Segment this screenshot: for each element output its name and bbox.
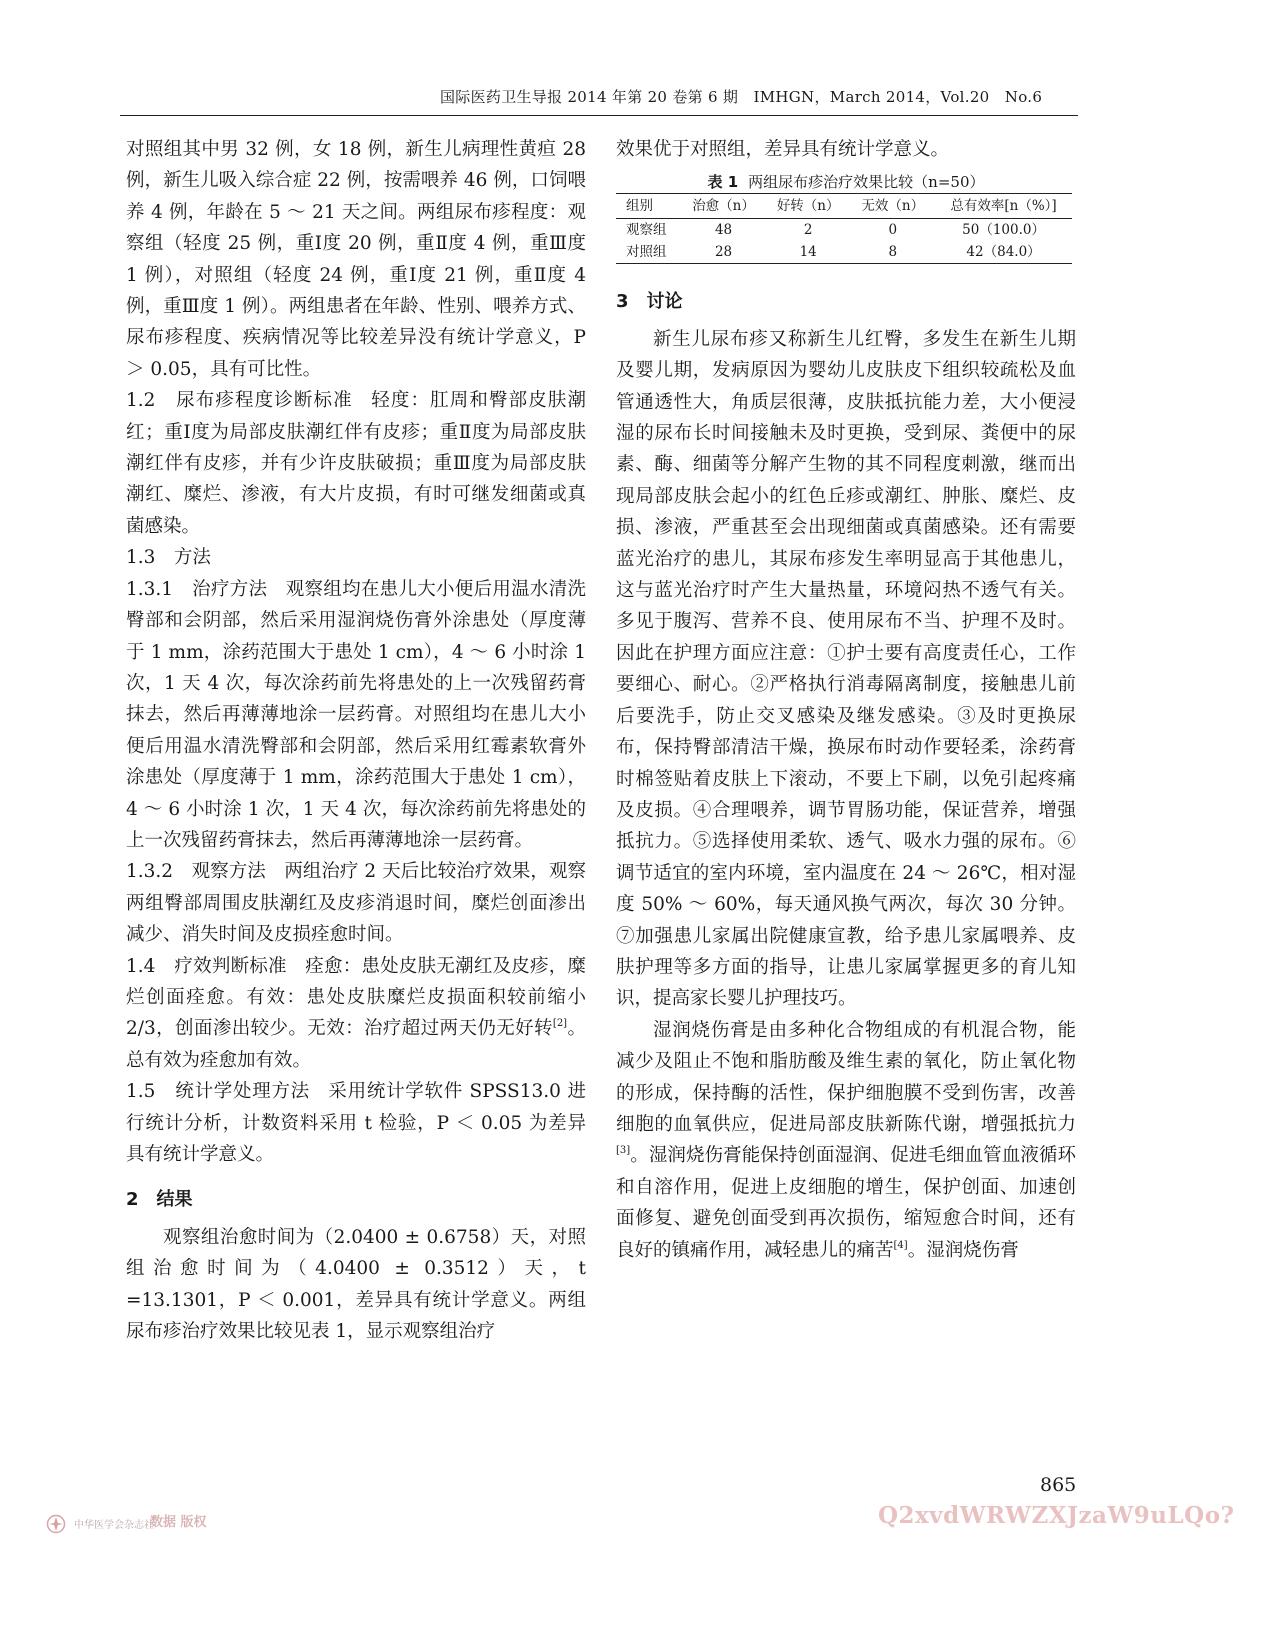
table-cell: 2 [803, 222, 813, 239]
section-1-4-body: 痊愈：患处皮肤无潮红及皮疹，糜烂创面痊愈。有效：患处皮肤糜烂皮损面积较前缩小 2/3，创面渗出较少。无效：治疗超过两天仍无好转 [126, 955, 586, 1040]
section-1-3-1-body: 观察组均在患儿大小便后用温水清洗臀部和会阴部，然后采用湿润烧伤膏外涂患处（厚度薄于 1 mm，涂药范围大于患处 1 cm），4 ～ 6 小时涂 1 次，1 天 4 次，每次涂药前先将患处的上一次残留药膏抹去，然后再薄薄地涂一层药膏。对照组均在患儿大小便后用温水清洗臀部和会阴部，然后采用红霉素软膏外涂患处（厚度薄于 1 mm，涂药范围大于患处 1 cm），4 ～ 6 小时涂 1 次，1 天 4 次，每次涂药前先将患处的上一次残留药膏抹去，然后再薄薄地涂一层药膏。 [126, 578, 586, 851]
table-title: 两组尿布疹治疗效果比较（n=50） [748, 173, 985, 192]
section-1-3-2-title: 1.3.2 观察方法 [126, 861, 266, 883]
section-1-2-title: 1.2 尿布疹程度诊断标准 [126, 390, 353, 412]
section-1-2-body: 轻度：肛周和臀部皮肤潮红；重Ⅰ度为局部皮肤潮红伴有皮疹；重Ⅱ度为局部皮肤潮红伴有皮疹，并有少许皮肤破损；重Ⅲ度为局部皮肤潮红、糜烂、渗液，有大片皮损，有时可继发细菌或真菌感染。 [126, 390, 586, 537]
section-1-3-title: 1.3 方法 [126, 547, 211, 569]
discussion-2-part-c: 。湿润烧伤膏 [907, 1239, 1019, 1261]
section-3-heading: 3 讨论 [616, 291, 683, 313]
table-header-cell: 无效（n） [850, 194, 935, 219]
section-1-3-2 [126, 856, 586, 950]
table-cell: 42（84.0） [966, 244, 1041, 261]
results-paragraph: 观察组治愈时间为（2.0400 ± 0.6758）天，对照组治愈时间为（4.0400 ± 0.3512）天，t =13.1301，P ＜ 0.001，差异具有统计学意义。两组尿布疹治疗效果比较见表 1，显示观察组治疗 [126, 1226, 586, 1343]
section-2-heading: 2 结果 [126, 1189, 193, 1211]
discussion-paragraph-2 [616, 1015, 1076, 1266]
table-label: 表 1 [707, 173, 739, 192]
table-cell: 28 [714, 244, 733, 261]
table-cell: 14 [799, 244, 817, 261]
table-row [616, 241, 1072, 264]
discussion-paragraph-1: 新生儿尿布疹又称新生儿红臀，多发生在新生儿期及婴儿期，发病原因为婴幼儿皮肤皮下组织较疏松及血管通透性大，角质层很薄，皮肤抵抗能力差，大小便浸湿的尿布长时间接触未及时更换，受到尿、粪便中的尿素、酶、细菌等分解产生物的其不同程度刺激，继而出现局部皮肤会起小的红色丘疹或潮红、肿胀、糜烂、皮损、渗液，严重甚至会出现细菌或真菌感染。还有需要蓝光治疗的患儿，其尿布疹发生率明显高于其他患儿，这与蓝光治疗时产生大量热量，环境闷热不透气有关。多见于腹泻、营养不良、使用尿布不当、护理不及时。因此在护理方面应注意：①护士要有高度责任心，工作要细心、耐心。②严格执行消毒隔离制度，接触患儿前后要洗手，防止交叉感染及继发感染。③及时更换尿布，保持臀部清洁干燥，换尿布时动作要轻柔，涂药膏时棉签贴着皮肤上下滚动，不要上下刷，以免引起疼痛及皮损。④合理喂养，调节胃肠功能，保证营养，增强抵抗力。⑤选择使用柔软、透气、吸水力强的尿布。⑥调节适宜的室内环境，室内温度在 24 ～ 26℃，相对湿度 50% ～ 60%，每天通风换气两次，每次 30 分钟。⑦加强患儿家属出院健康宣教，给予患儿家属喂养、皮肤护理等多方面的指导，让患儿家属掌握更多的育儿知识，提高家长婴儿护理技巧。 [616, 328, 1076, 1010]
running-header: 国际医药卫生导报 2014 年第 20 卷第 6 期 IMHGN，March 2014，Vol.20 No.6 [440, 88, 1043, 106]
discussion-2-part-a: 湿润烧伤膏是由多种化合物组成的有机混合物，能减少及阻止不饱和脂肪酸及维生素的氧化，防止氧化物的形成，保持酶的活性，保护细胞膜不受到伤害，改善细胞的血氧供应，促进局部皮肤新陈代谢，增强抵抗力 [616, 1019, 1076, 1135]
table-row [616, 219, 1072, 242]
table-cell: 8 [888, 244, 898, 261]
page-number: 865 [1040, 1474, 1077, 1496]
right-column [616, 134, 1076, 1266]
citation-3: [3] [616, 1145, 631, 1157]
section-1-4-title: 1.4 疗效判断标准 [126, 955, 287, 977]
results-table [616, 193, 1072, 264]
section-1-2 [126, 385, 586, 542]
table-cell: 观察组 [626, 222, 667, 239]
table-header-cell: 总有效率[n（%）] [935, 194, 1072, 219]
citation-2: [2] [552, 1018, 568, 1030]
left-column [126, 134, 586, 1347]
publisher-name: 中华医学会杂志社 [74, 1520, 154, 1531]
table-caption [616, 171, 1076, 193]
discussion-2-part-b: 。湿润烧伤膏能保持创面湿润、促进毛细血管血液循环和自溶作用，促进上皮细胞的增生，保护创面、加速创面修复、避免创面受到再次损伤，缩短愈合时间，还有良好的镇痛作用，减轻患儿的痛苦 [616, 1145, 1076, 1261]
results-continued: 效果优于对照组，差异具有统计学意义。 [616, 139, 950, 160]
table-cell: 48 [714, 222, 733, 239]
section-1-5-body: 采用统计学软件 SPSS13.0 进行统计分析，计数资料采用 t 检验，P ＜ 0.05 为差异具有统计学意义。 [126, 1081, 586, 1165]
publisher-logo-icon [46, 1514, 66, 1534]
section-1-3-1-title: 1.3.1 治疗方法 [126, 578, 268, 600]
section-1-5 [126, 1076, 586, 1170]
paragraph-patients: 对照组其中男 32 例，女 18 例，新生儿病理性黄疸 28 例，新生儿吸入综合症 22 例，按需喂养 46 例，口饲喂养 4 例，年龄在 5 ～ 21 天之间。两组尿布疹程度：观察组（轻度 25 例，重Ⅰ度 20 例，重Ⅱ度 4 例，重Ⅲ度 1 例），对照组（轻度 24 例，重Ⅰ度 21 例，重Ⅱ度 4 例，重Ⅲ度 1 例）。两组患者在年龄、性别、喂养方式、尿布疹程度、疾病情况等比较差异没有统计学意义，P ＞ 0.05，具有可比性。 [126, 139, 586, 380]
table-cell: 对照组 [626, 244, 667, 261]
table-header-row [616, 194, 1072, 219]
table-cell: 0 [888, 222, 898, 239]
section-1-4 [126, 951, 586, 1077]
table-header-cell: 治愈（n） [681, 194, 766, 219]
section-1-3-2-body: 两组治疗 2 天后比较治疗效果，观察两组臀部周围皮肤潮红及皮疹消退时间，糜烂创面渗出减少、消失时间及皮损痊愈时间。 [126, 861, 586, 946]
header-rule [120, 115, 1078, 116]
watermark: Q2xvdWRWZXJzaW9uLQo? [878, 1502, 1235, 1529]
section-1-4-body-end: 。总有效为痊愈加有效。 [126, 1018, 586, 1071]
section-1-3-1 [126, 574, 586, 857]
table-cell: 50（100.0） [962, 222, 1045, 239]
table-1 [616, 171, 1076, 264]
citation-4: [4] [893, 1239, 908, 1251]
table-header-cell: 好转（n） [766, 194, 851, 219]
section-1-5-title: 1.5 统计学处理方法 [126, 1081, 310, 1103]
database-stamp: 数据 版权 [150, 1515, 207, 1530]
table-header-cell: 组别 [616, 194, 681, 219]
